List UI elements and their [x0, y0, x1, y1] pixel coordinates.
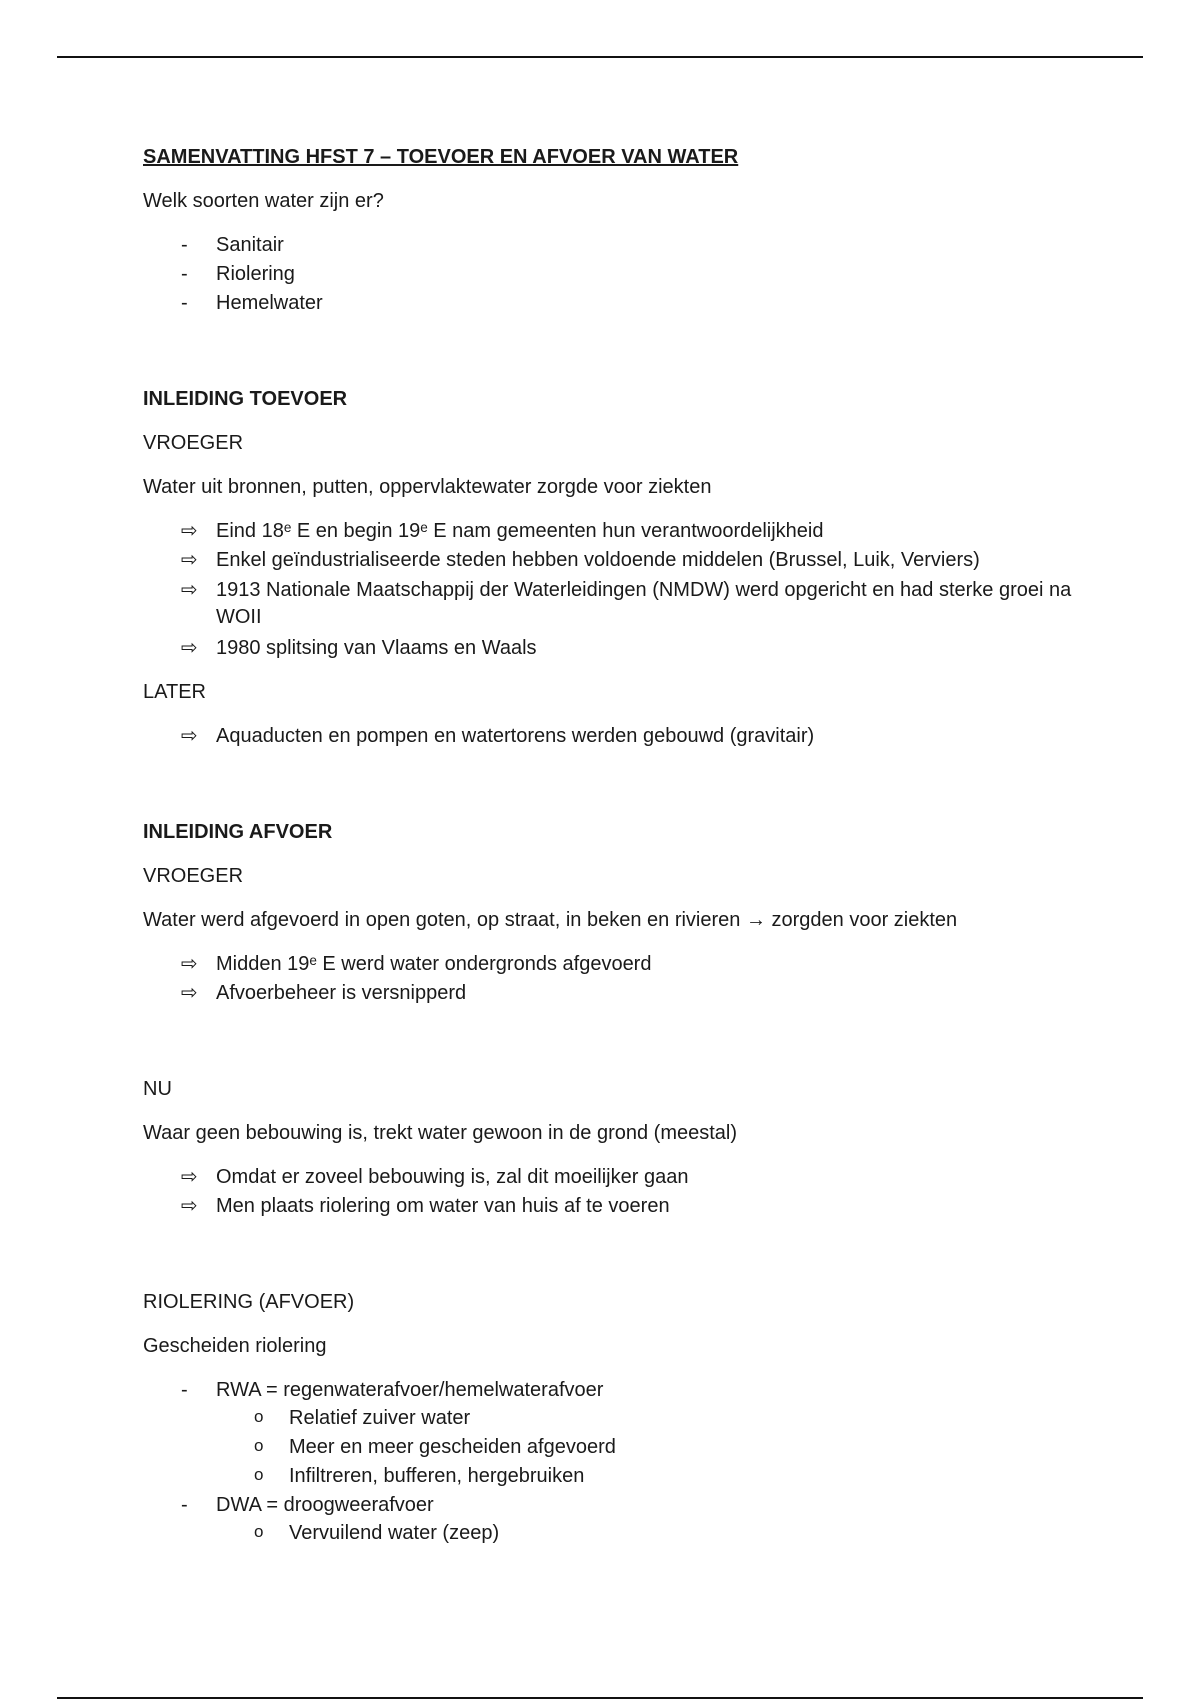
dash-marker: - [181, 234, 188, 256]
arrow-icon: ⇨ [181, 579, 198, 601]
section-heading-toevoer: INLEIDING TOEVOER [143, 388, 348, 410]
water-types-list [143, 233, 1103, 315]
list-item: ⇨ Midden 19ᵉ E werd water ondergronds afgevoerd [181, 953, 652, 975]
sub-list-item: o Vervuilend water (zeep) [254, 1522, 500, 1544]
arrow-icon: ⇨ [181, 520, 198, 542]
circle-bullet-icon: o [254, 1522, 264, 1541]
toevoer-later-list [143, 724, 1103, 748]
sub-list [216, 1406, 1103, 1488]
list-item: - DWA = droogweerafvoer o Vervuilend water (zeep) [143, 1493, 1103, 1545]
bottom-rule [57, 1697, 1143, 1699]
list-item: ⇨ Aquaducten en pompen en watertorens werden gebouwd (gravitair) [181, 725, 815, 747]
arrow-icon: ⇨ [181, 549, 198, 571]
list-item: ⇨ 1913 Nationale Maatschappij der Waterleidingen (NMDW) werd opgericht en had sterke groei na WOII [181, 579, 1072, 628]
paragraph: Water werd afgevoerd in open goten, op straat, in beken en rivieren → zorgden voor ziekten [143, 909, 958, 931]
list-item: ⇨ Enkel geïndustrialiseerde steden hebben voldoende middelen (Brussel, Luik, Verviers) [181, 549, 980, 571]
intro-question: Welk soorten water zijn er? [143, 190, 384, 212]
circle-bullet-icon: o [254, 1407, 264, 1426]
list-item: ⇨ Men plaats riolering om water van huis af te voeren [181, 1195, 670, 1217]
afvoer-nu-list [143, 1165, 1103, 1218]
circle-bullet-icon: o [254, 1465, 264, 1484]
toevoer-vroeger-list [143, 519, 1103, 660]
paragraph: Waar geen bebouwing is, trekt water gewoon in de grond (meestal) [143, 1122, 738, 1144]
list-item: ⇨ 1980 splitsing van Vlaams en Waals [181, 637, 537, 659]
list-item: ⇨ Eind 18ᵉ E en begin 19ᵉ E nam gemeenten hun verantwoordelijkheid [181, 520, 824, 542]
afvoer-vroeger-list [143, 952, 1103, 1005]
subheading-gescheiden: Gescheiden riolering [143, 1335, 327, 1357]
document-title: SAMENVATTING HFST 7 – TOEVOER EN AFVOER VAN WATER [143, 146, 739, 168]
top-rule [57, 56, 1143, 58]
arrow-icon: ⇨ [181, 1195, 198, 1217]
dash-marker: - [181, 1494, 188, 1516]
subheading-vroeger: VROEGER [143, 865, 244, 887]
list-item: ⇨ Omdat er zoveel bebouwing is, zal dit moeilijker gaan [181, 1166, 689, 1188]
subheading-vroeger: VROEGER [143, 432, 244, 454]
sub-list [216, 1521, 1103, 1545]
sub-list-item: o Meer en meer gescheiden afgevoerd [254, 1436, 616, 1458]
list-item: - Riolering [181, 263, 295, 285]
arrow-icon: ⇨ [181, 982, 198, 1004]
riolering-list [143, 1378, 1103, 1545]
list-item: - Hemelwater [181, 292, 323, 314]
list-item: ⇨ Afvoerbeheer is versnipperd [181, 982, 467, 1004]
arrow-icon: ⇨ [181, 1166, 198, 1188]
document-page [143, 145, 1103, 1565]
arrow-icon: ⇨ [181, 725, 198, 747]
section-heading-afvoer: INLEIDING AFVOER [143, 821, 333, 843]
sub-list-item: o Relatief zuiver water [254, 1407, 471, 1429]
circle-bullet-icon: o [254, 1436, 264, 1455]
dash-marker: - [181, 292, 188, 314]
section-heading-riolering: RIOLERING (AFVOER) [143, 1291, 355, 1313]
dash-marker: - [181, 1379, 188, 1401]
subheading-later: LATER [143, 681, 206, 703]
list-item: - RWA = regenwaterafvoer/hemelwaterafvoer o Relatief zuiver water o Meer en meer gescheiden afgevoerd o Infiltreren, bufferen, hergebruiken [143, 1378, 1103, 1488]
dash-marker: - [181, 263, 188, 285]
sub-list-item: o Infiltreren, bufferen, hergebruiken [254, 1465, 585, 1487]
arrow-icon: ⇨ [181, 953, 198, 975]
list-item: - Sanitair [181, 234, 284, 256]
arrow-icon: ⇨ [181, 637, 198, 659]
paragraph: Water uit bronnen, putten, oppervlaktewater zorgde voor ziekten [143, 476, 712, 498]
subheading-nu: NU [143, 1078, 172, 1100]
